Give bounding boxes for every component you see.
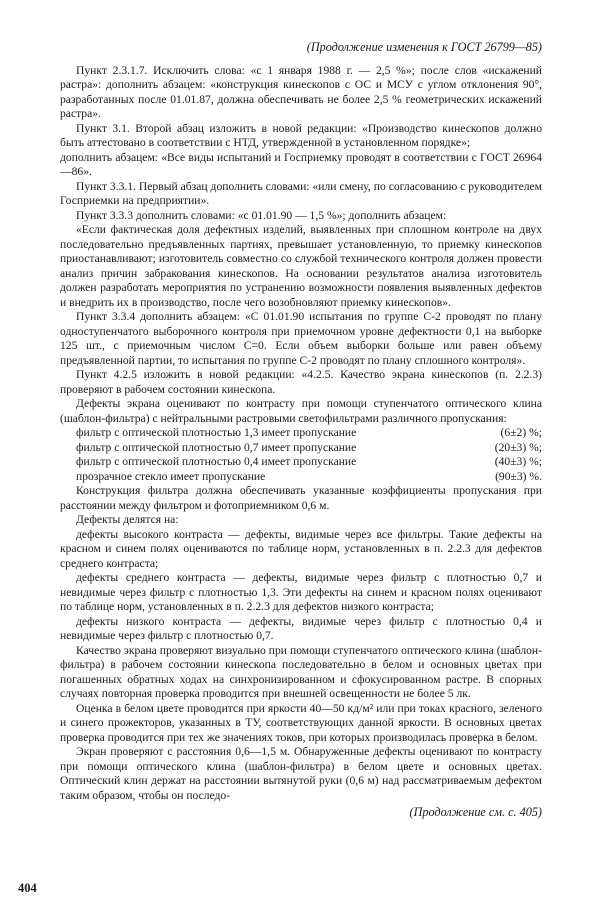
paragraph: дефекты низкого контраста — дефекты, видимые через фильтр с плотностью 0,4 и невидимые через фильтр с плотностью 0,7. [60,614,542,642]
paragraph: дополнить абзацем: «Все виды испытаний и Госприемку проводят в соответствии с ГОСТ 26964—86». [60,150,542,178]
paragraph: Дефекты экрана оценивают по контрасту при помощи ступенчатого оптического клина (шаблон-фильтра) с нейтральными растровыми светофильтрами различного пропускания: [60,397,542,425]
paragraph: дефекты высокого контраста — дефекты, видимые через все фильтры. Такие дефекты на красном и синем полях оцениваются по таблице норм, установленных в п. 2.2.3 для дефектов среднего контраста; [60,527,542,570]
filter-list [60,426,542,484]
continuation-footer: (Продолжение см. с. 405) [409,805,542,819]
paragraph: Дефекты делятся на: [76,513,179,526]
filter-row [60,455,542,470]
page-number: 404 [18,881,37,895]
filter-text: фильтр с оптической плотностью 1,3 имеет пропускание [76,426,357,439]
paragraph: Пункт 3.3.1. Первый абзац дополнить словами: «или смену, по согласованию с руководителем Госприемки на предприятии». [60,179,542,207]
filter-row [60,441,542,456]
filter-value: (90±3) %. [495,469,542,483]
paragraph: Качество экрана проверяют визуально при помощи ступенчатого оптического клина (шаблон-фильтра) в рабочем состоянии кинескопа последовательно в белом и основных цветах при погашенных обратных ходах на синхронизированном и сфокусированном растре. В спорных случаях повторная проверка проводится при внешней освещенности не более 5 лк. [60,643,542,700]
continuation-header: (Продолжение изменения к ГОСТ 26799—85) [306,40,542,54]
paragraph: «Если фактическая доля дефектных изделий, выявленных при сплошном контроле на двух последовательно предъявленных партиях, превышает установленную, то приемку кинескопов приостанавливают; изготовитель совместно со службой технического контроля должен провести анализ причин забракования кинескопов. На основании результатов анализа изготовитель должен разработать мероприятия по устранению возможности появления выявленных дефектов и внедрить их в производство, после чего возобновляют приемку кинескопов». [60,223,542,309]
filter-text: прозрачное стекло имеет пропускание [76,469,266,483]
paragraph: Пункт 3.3.4 дополнить абзацем: «С 01.01.90 испытания по группе С-2 проводят по плану одноступенчатого выборочного контроля при приемочном уровне дефектности 0,1 на выборке 125 шт., с приемочным числом C=0. Если объем выборки больше или равен объему предъявленной партии, то испытания по группе С-2 проводят по плану сплошного контроля». [60,310,542,367]
filter-row [60,426,542,441]
paragraph: Конструкция фильтра должна обеспечивать указанные коэффициенты пропускания при расстоянии между фильтром и фотоприемником 0,6 м. [60,484,542,512]
filter-row [60,470,542,485]
paragraph: Пункт 3.1. Второй абзац изложить в новой редакции: «Производство кинескопов должно быть аттестовано в соответствии с НТД, утвержденной в установленном порядке»; [60,121,542,149]
filter-text: фильтр с оптической плотностью 0,7 имеет пропускание [76,440,357,454]
paragraph: Пункт 4.2.5 изложить в новой редакции: «4.2.5. Качество экрана кинескопов (п. 2.2.3) проверяют в рабочем состоянии кинескопа. [60,368,542,396]
filter-value: (20±3) %; [494,440,542,454]
filter-value: (6±2) %; [500,426,542,439]
paragraph: Пункт 3.3.3 дополнить словами: «с 01.01.90 — 1,5 %»; дополнить абзацем: [76,208,447,222]
document-page [60,40,542,820]
filter-value: (40±3) %; [494,455,542,468]
paragraph: Экран проверяют с расстояния 0,6—1,5 м. Обнаруженные дефекты оценивают по контрасту при помощи оптического клина (шаблон-фильтра) в белом цвете и основных цветах. Оптический клин держат на расстоянии вытянутой руки (0,6 м) над рассматриваемым дефектом таким образом, чтобы он последо- [60,745,542,802]
paragraph: дефекты среднего контраста — дефекты, видимые через фильтр с плотностью 0,7 и невидимые через фильтр с плотностью 1,3. Эти дефекты на синем и красном полях оценивают по таблице норм, установленных в п. 2.2.3 для дефектов низкого контраста; [60,571,542,613]
filter-text: фильтр с оптической плотностью 0,4 имеет пропускание [76,455,357,468]
paragraph: Оценка в белом цвете проводится при яркости 40—50 кд/м² или при токах красного, зеленого и синего прожекторов, указанных в ТУ, соответствующих данной яркости. В основных цветах проверка проводится при тех же значениях токов, при которых производилась проверка в белом. [60,701,542,744]
paragraph: Пункт 2.3.1.7. Исключить слова: «с 1 января 1988 г. — 2,5 %»; после слов «искажений растра»: дополнить абзацем: «конструкция кинескопов с ОС и МСУ с углом отклонения 90°, разработанных после 01.01.87, должна обеспечивать не более 2,5 % геометрических искажений растра». [60,63,542,120]
